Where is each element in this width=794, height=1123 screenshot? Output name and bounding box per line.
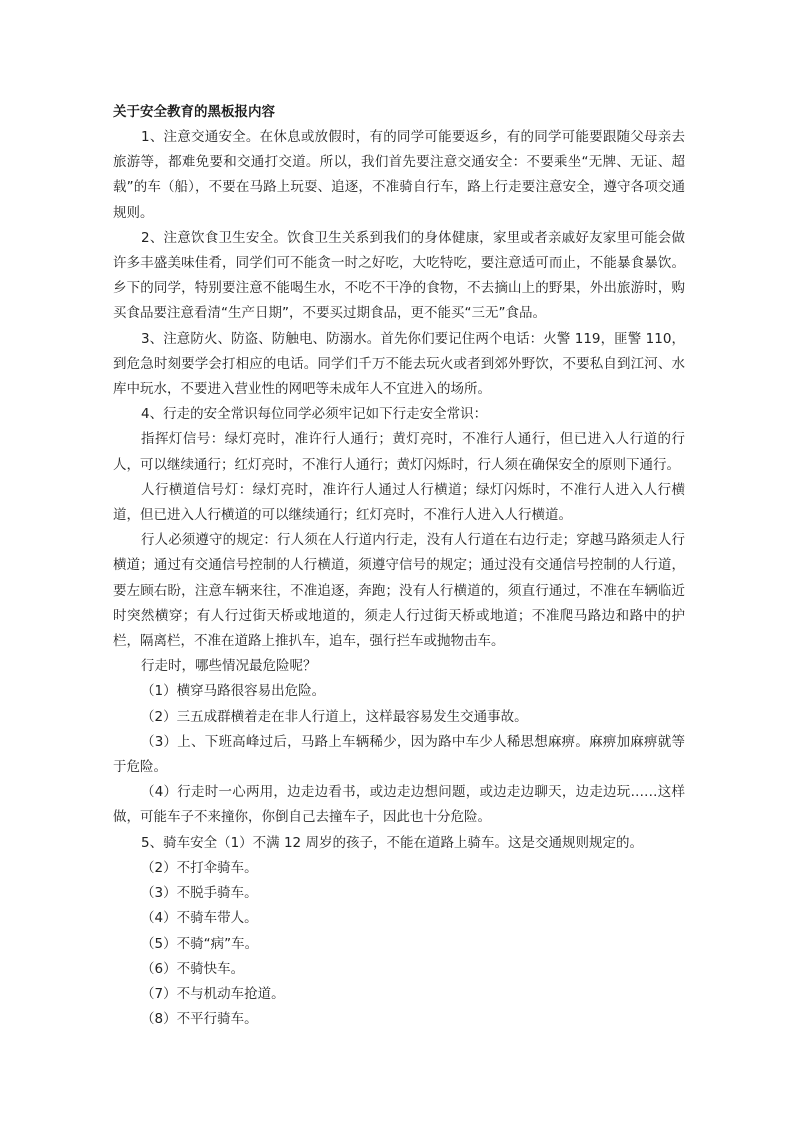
paragraph-signal-lights: 指挥灯信号：绿灯亮时，准许行人通行；黄灯亮时，不准行人通行，但已进入人行道的行人，可以继续通行；红灯亮时，不准行人通行；黄灯闪烁时，行人须在确保安全的原则下通行。	[113, 431, 685, 473]
list-item-cycling-2: （2）不打伞骑车。	[141, 859, 258, 876]
list-item-danger-1: （1）横穿马路很容易出危险。	[141, 683, 326, 700]
document-title: 关于安全教育的黑板报内容	[113, 104, 275, 120]
list-item-danger-3: （3）上、下班高峰过后，马路上车辆稀少，因为路中车少人稀思想麻痹。麻痹加麻痹就等于危险。	[113, 733, 685, 776]
paragraph-crosswalk-lights: 人行横道信号灯：绿灯亮时，准许行人通过人行横道；绿灯闪烁时，不准行人进入人行横道，但已进入人行横道的可以继续通行；红灯亮时，不准行人进入人行横道。	[113, 481, 685, 524]
list-item-danger-2: （2）三五成群横着走在非人行道上，这样最容易发生交通事故。	[141, 708, 528, 725]
paragraph-fire-theft-water: 3、注意防火、防盗、防触电、防溺水。首先你们要记住两个电话：火警 119，匪警 110，到危急时刻要学会打相应的电话。同学们千万不能去玩火或者到郊外野饮，不要私自到江河、水库中玩水，不要进入营业性的网吧等未成年人不宜进入的场所。	[113, 330, 685, 398]
paragraph-danger-question: 行走时，哪些情况最危险呢？	[141, 658, 317, 675]
list-item-cycling-4: （4）不骑车带人。	[141, 910, 258, 927]
list-item-cycling-5: （5）不骑“病”车。	[141, 935, 259, 952]
paragraph-walking-intro: 4、行走的安全常识每位同学必须牢记如下行走安全常识：	[141, 406, 488, 423]
list-item-danger-4: （4）行走时一心两用，边走边看书，或边走边想问题，或边走边聊天，边走边玩……这样做，可能车子不来撞你，你倒自己去撞车子，因此也十分危险。	[113, 784, 685, 826]
paragraph-pedestrian-rules: 行人必须遵守的规定：行人须在人行道内行走，没有人行道在右边行走；穿越马路须走人行横道；通过有交通信号控制的人行横道，须遵守信号的规定；通过没有交通信号控制的人行道，要左顾右盼，注意车辆来往，不准追逐，奔跑；没有人行横道的，须直行通过，不准在车辆临近时突然横穿；有人行过街天桥或地道的，须走人行过街天桥或地道；不准爬马路边和路中的护栏，隔离栏，不准在道路上推扒车，追车，强行拦车或抛物击车。	[113, 532, 685, 650]
paragraph-food-safety: 2、注意饮食卫生安全。饮食卫生关系到我们的身体健康，家里或者亲戚好友家里可能会做许多丰盛美味佳肴，同学们可不能贪一时之好吃，大吃特吃，要注意适可而止，不能暴食暴饮。乡下的同学，特别要注意不能喝生水，不吃不干净的食物，不去摘山上的野果，外出旅游时，购买食品要注意看清“生产日期”，不要买过期食品，更不能买“三无”食品。	[113, 229, 685, 322]
paragraph-cycling-safety: 5、骑车安全（1）不满 12 周岁的孩子，不能在道路上骑车。这是交通规则规定的。	[141, 834, 643, 851]
list-item-cycling-7: （7）不与机动车抢道。	[141, 985, 285, 1002]
paragraph-traffic-safety: 1、注意交通安全。在休息或放假时，有的同学可能要返乡，有的同学可能要跟随父母亲去旅游等，都难免要和交通打交道。所以，我们首先要注意交通安全：不要乘坐“无牌、无证、超载”的车（船），不要在马路上玩耍、追逐，不准骑自行车，路上行走要注意安全，遵守各项交通规则。	[113, 129, 685, 221]
list-item-cycling-3: （3）不脱手骑车。	[141, 885, 258, 902]
document-page	[113, 99, 685, 1032]
list-item-cycling-6: （6）不骑快车。	[141, 960, 245, 977]
list-item-cycling-8: （8）不平行骑车。	[141, 1011, 258, 1028]
